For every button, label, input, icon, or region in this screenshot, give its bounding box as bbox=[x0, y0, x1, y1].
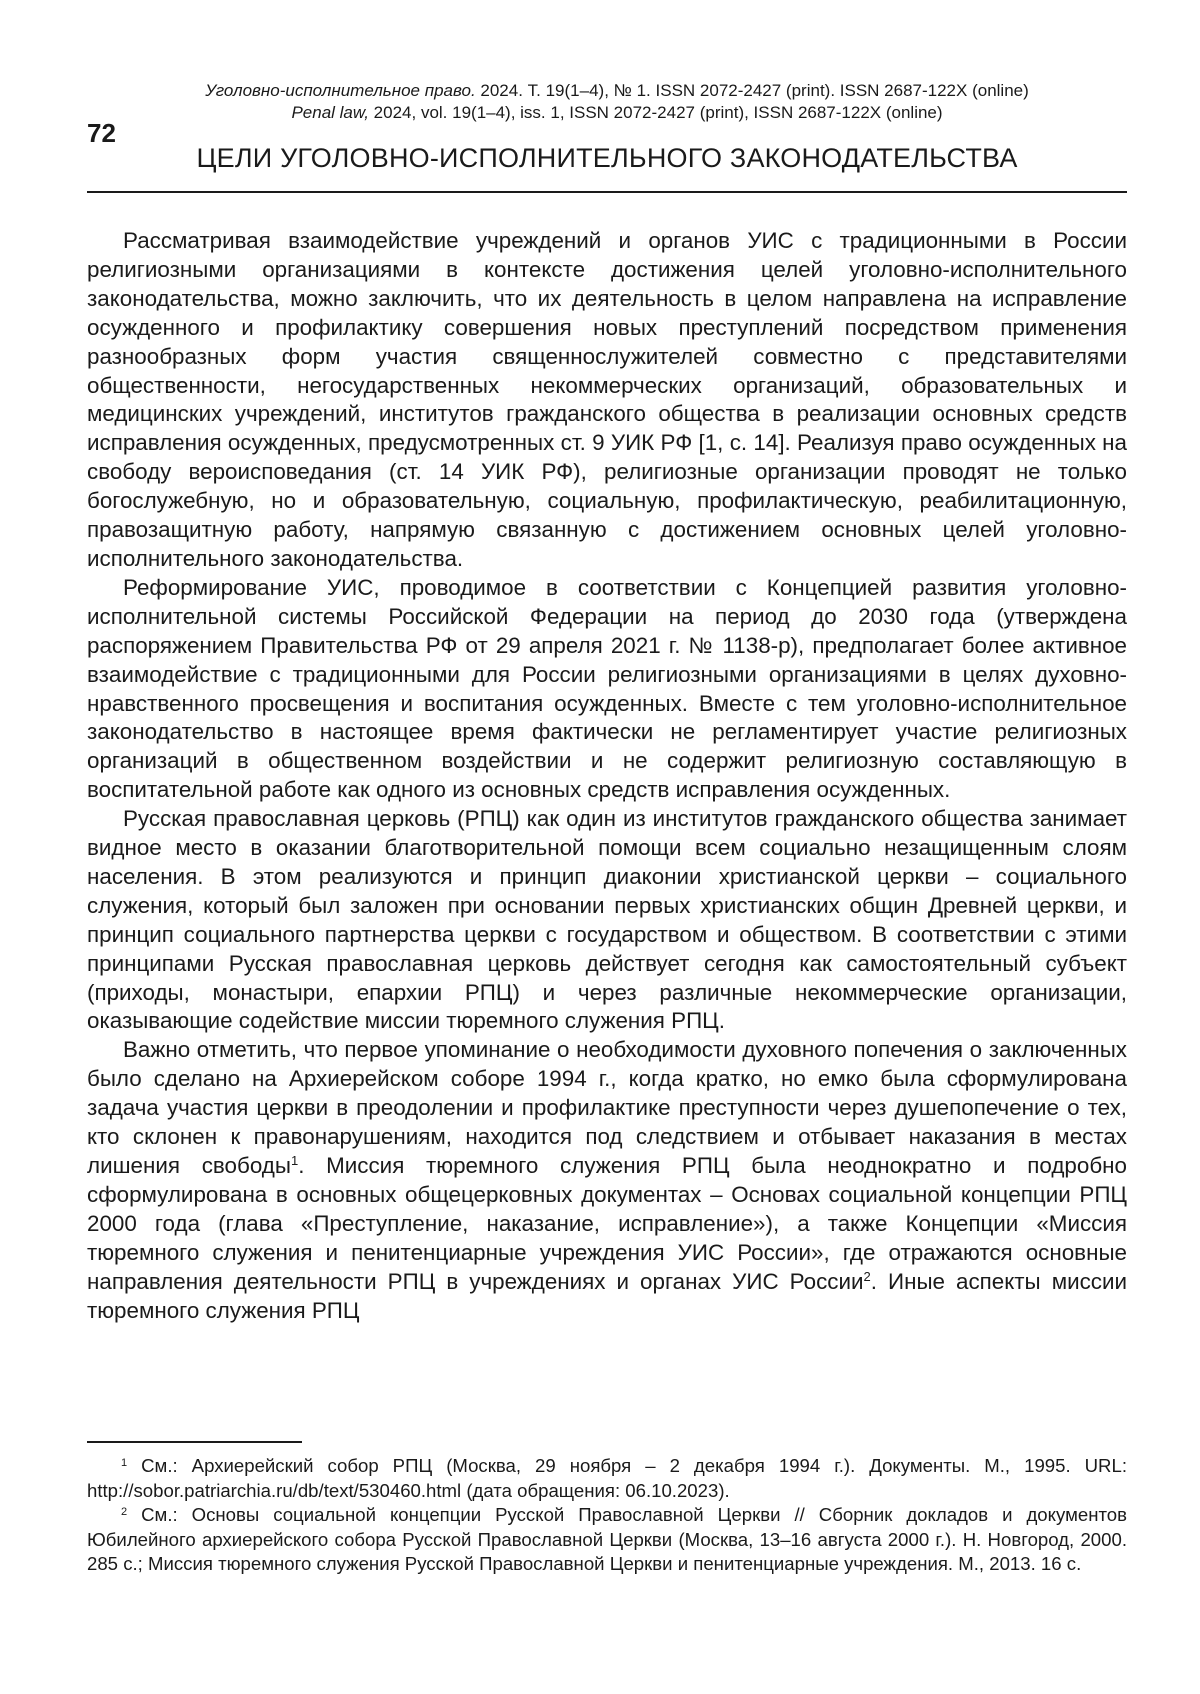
footnotes bbox=[87, 1454, 1127, 1577]
journal-citation-ru bbox=[87, 80, 1127, 102]
journal-details-en: 2024, vol. 19(1–4), iss. 1, ISSN 2072-2427 (print), ISSN 2687-122X (online) bbox=[369, 103, 943, 122]
article-body bbox=[87, 227, 1127, 1325]
footnote-1-text: См.: Архиерейский собор РПЦ (Москва, 29 ноября – 2 декабря 1994 г.). Документы. М., 1995. URL: http://sobor.patriarchia.ru/db/text/530460.html (дата обращения: 06.10.2023). bbox=[87, 1455, 1127, 1501]
section-title: ЦЕЛИ УГОЛОВНО-ИСПОЛНИТЕЛЬНОГО ЗАКОНОДАТЕЛЬСТВА bbox=[87, 143, 1127, 174]
journal-details-ru: 2024. Т. 19(1–4), № 1. ISSN 2072-2427 (print). ISSN 2687-122X (online) bbox=[476, 81, 1029, 100]
footnote-1 bbox=[87, 1454, 1127, 1503]
journal-page bbox=[0, 0, 1200, 1694]
journal-citation-en bbox=[87, 102, 1127, 124]
paragraph-2: Реформирование УИС, проводимое в соответствии с Концепцией развития уголовно-исполнительной системы Российской Федерации на период до 2030 года (утверждена распоряжением Правительства РФ от 29 апреля 2021 г. № 1138-р), пред­полагает более активное взаимодействие с традиционными для России религиоз­ными организациями в целях духовно-нравственного просвещения и воспитания осужденных. Вместе с тем уголовно-исполнительное законодательство в настоящее время фактически не регламентирует участие религиозных организаций в обще­ственном воздействии и не содержит религиозную составляющую в воспитательной работе как одного из основных средств исправления осужденных. bbox=[87, 574, 1127, 805]
page-number: 72 bbox=[87, 118, 116, 149]
paragraph-4-part-b: . Миссия тюремного служения РПЦ была неоднократно и подробно сформулирована в основных общецерковных докумен­тах – Основах социальной концепции РПЦ 2000 года (глава «Преступление, наказание, исправление»), а также Концепции «Миссия тюремного служения и пенитенциарные уч­реждения УИС России», где отражаются основные направления деятельности РПЦ в учреждениях и органах УИС России bbox=[87, 1153, 1127, 1294]
footnote-1-number: 1 bbox=[121, 1457, 127, 1469]
paragraph-4-part-a: Важно отметить, что первое упоминание о необходимости духовного попечения о заключенных было сделано на Архиерейском соборе 1994 г., когда кратко, но емко была сформулирована задача участия церкви в преодолении и профилактике преступности через душепопечение о тех, кто склонен к правонарушениям, находится под следствием и отбывает наказания в местах лишения свободы bbox=[87, 1037, 1127, 1178]
footnote-2-number: 2 bbox=[121, 1506, 127, 1518]
paragraph-4 bbox=[87, 1036, 1127, 1325]
journal-title-ru: Уголовно-исполнительное право. bbox=[205, 81, 475, 100]
header-rule bbox=[87, 191, 1127, 193]
footnote-2 bbox=[87, 1503, 1127, 1577]
journal-title-en: Penal law, bbox=[291, 103, 369, 122]
running-header bbox=[87, 80, 1127, 124]
paragraph-1: Рассматривая взаимодействие учреждений и органов УИС с традиционными в России религиозными организациями в контексте достижения целей уголовно-исполнительного законодательства, можно заключить, что их деятельность в целом направлена на ис­правление осужденного и профилактику совершения новых преступлений посредством применения разнообразных форм участия священнослужителей совместно с предста­вителями общественности, негосударственных некоммерческих организаций, образова­тельных и медицинских учреждений, институтов гражданского общества в реализации основных средств исправления осужденных, предусмотренных ст. 9 УИК РФ [1, с. 14]. Реализуя право осужденных на свободу вероисповедания (ст. 14 УИК РФ), религиозные организации проводят не только богослужебную, но и образовательную, социальную, профилактическую, реабилитационную, правозащитную работу, напрямую связанную с достижением основных целей уголовно-исполнительного законодательства. bbox=[87, 227, 1127, 574]
footnote-separator bbox=[87, 1441, 302, 1443]
footnote-ref-2[interactable]: 2 bbox=[863, 1269, 870, 1284]
paragraph-3: Русская православная церковь (РПЦ) как один из институтов гражданского общества занимает видное место в оказании благотворительной помощи всем социально неза­щищенным слоям населения. В этом реализуются и принцип диаконии христианской церкви – социального служения, который был заложен при основании первых христи­анских общин Древней церкви, и принцип социального партнерства церкви с государ­ством и обществом. В соответствии с этими принципами Русская православная церковь действует сегодня как самостоятельный субъект (приходы, монастыри, епархии РПЦ) и через различные некоммерческие организации, оказывающие содействие миссии тю­ремного служения РПЦ. bbox=[87, 805, 1127, 1036]
footnote-2-text: См.: Основы социальной концепции Русской Православной Церкви // Сборник докладов и документов Юбилейного архиерейского собора Русской Православной Церкви (Москва, 13–16 августа 2000 г.). Н. Новгород, 2000. 285 с.; Миссия тюремного служения Русской Право­славной Церкви и пенитенциарные учреждения. М., 2013. 16 с. bbox=[87, 1504, 1127, 1574]
paragraph-4-part-c: . Иные аспекты миссии тюремного служения РПЦ bbox=[87, 1269, 1127, 1323]
footnote-ref-1[interactable]: 1 bbox=[291, 1153, 298, 1168]
